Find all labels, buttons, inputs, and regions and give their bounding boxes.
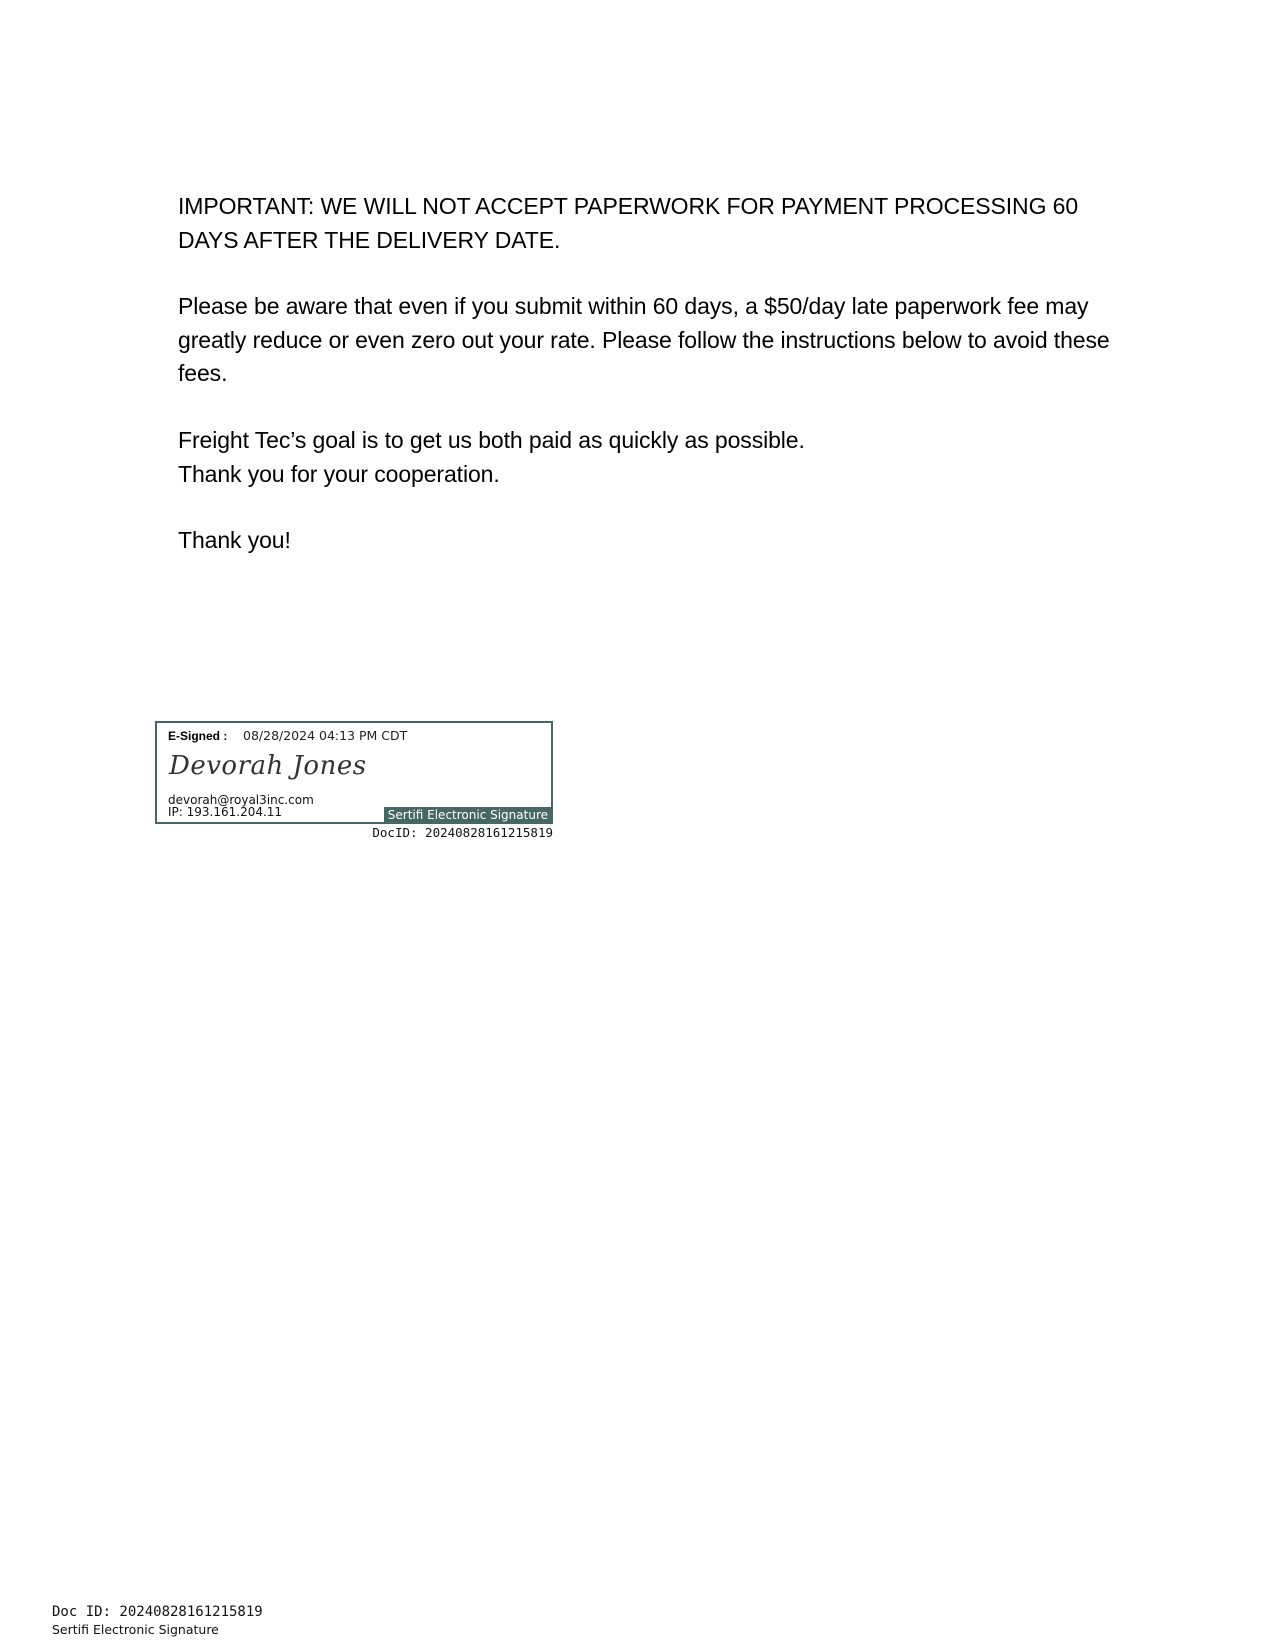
signature-timestamp: 08/28/2024 04:13 PM CDT <box>243 728 408 743</box>
important-notice: IMPORTANT: WE WILL NOT ACCEPT PAPERWORK FOR PAYMENT PROCESSING 60 DAYS AFTER THE DELIVERY DATE. <box>178 193 1079 253</box>
goal-line: Freight Tec’s goal is to get us both paid as quickly as possible. <box>178 427 805 453</box>
cooperation-line: Thank you for your cooperation. <box>178 460 500 487</box>
late-fee-paragraph: Please be aware that even if you submit within 60 days, a $50/day late paperwork fee may greatly reduce or even zero out your rate. Please follow the instructions below to avoid these fees. <box>178 293 1110 386</box>
footer-brand: Sertifi Electronic Signature <box>52 1622 219 1637</box>
signature-brand-badge: Sertifi Electronic Signature <box>384 807 552 823</box>
goal-paragraph <box>178 424 1118 491</box>
e-signature-block <box>155 721 553 824</box>
footer-doc-id: Doc ID: 20240828161215819 <box>52 1604 263 1620</box>
signer-ip: IP: 193.161.204.11 <box>168 805 283 819</box>
e-signed-label: E-Signed : <box>168 729 228 743</box>
signature-doc-id: DocID: 20240828161215819 <box>372 825 553 840</box>
closing-line: Thank you! <box>178 527 291 553</box>
handwritten-signature: Devorah Jones <box>169 751 367 781</box>
signer-email: devorah@royal3inc.com <box>168 793 314 807</box>
